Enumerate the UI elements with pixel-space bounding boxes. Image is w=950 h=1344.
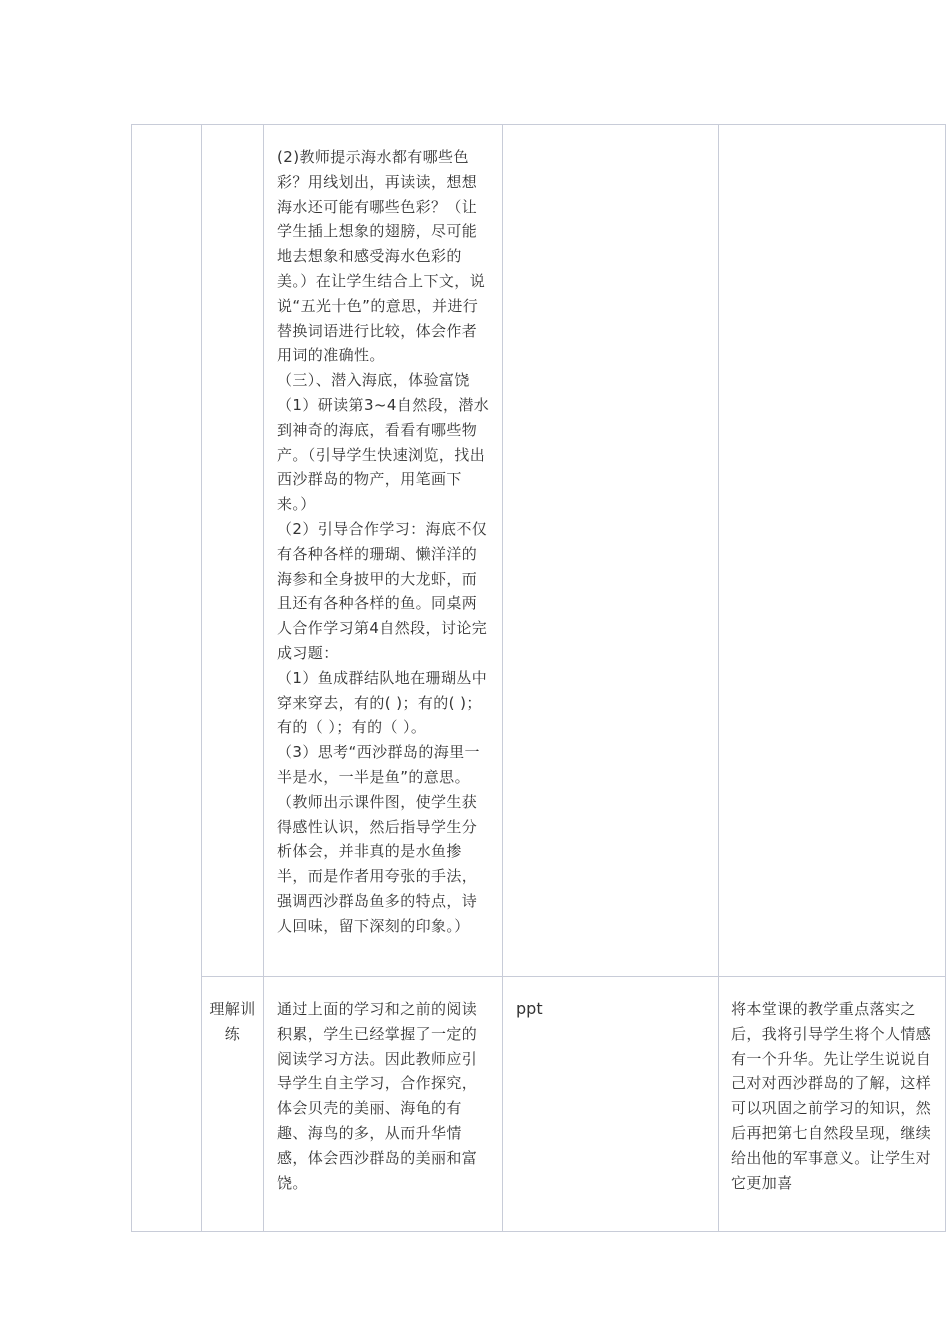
table-row bbox=[132, 977, 946, 1232]
lesson-plan-table bbox=[131, 124, 946, 1232]
content-paragraph: （3）思考“西沙群岛的海里一半是水，一半是鱼”的意思。（教师出示课件图，使学生获得感性认识，然后指导学生分析体会，并非真的是水鱼掺半，而是作者用夸张的手法，强调西沙群岛鱼多的特点，诗人回味，留下深刻的印象。） bbox=[277, 743, 480, 935]
content-cell bbox=[264, 125, 503, 977]
stage-cell bbox=[202, 977, 264, 1232]
content-cell bbox=[264, 977, 503, 1232]
intent-cell bbox=[719, 977, 946, 1232]
media-text: ppt bbox=[516, 999, 543, 1018]
stage-label: 理解训练 bbox=[209, 1000, 256, 1043]
media-cell bbox=[503, 125, 719, 977]
content-paragraph: （2）引导合作学习：海底不仅有各种各样的珊瑚、懒洋洋的海参和全身披甲的大龙虾，而且还有各种各样的鱼。同桌两人合作学习第4自然段，讨论完成习题： bbox=[277, 519, 488, 662]
content-paragraph: (2)教师提示海水都有哪些色彩？用线划出，再读读，想想海水还可能有哪些色彩？（让学生插上想象的翅膀，尽可能地去想象和感受海水色彩的美。）在让学生结合上下文，说说“五光十色”的意思，并进行替换词语进行比较，体会作者用词的准确性。 bbox=[277, 148, 486, 365]
content-text bbox=[277, 145, 492, 939]
content-paragraph: （1）研读第3~4自然段，潜水到神奇的海底，看看有哪些物产。（引导学生快速浏览，找出西沙群岛的物产，用笔画下来。） bbox=[277, 395, 490, 514]
content-paragraph: （1）鱼成群结队地在珊瑚丛中穿来穿去，有的( )；有的( )；有的（ ）；有的（ ）。 bbox=[277, 668, 488, 737]
media-cell bbox=[503, 977, 719, 1232]
table-row bbox=[132, 125, 946, 977]
intent-text: 将本堂课的教学重点落实之后，我将引导学生将个人情感有一个升华。先让学生说说自己对对西沙群岛的了解，这样可以巩固之前学习的知识，然后再把第七自然段呈现，继续给出他的军事意义。让学生对它更加喜 bbox=[731, 1000, 932, 1192]
section-cell bbox=[132, 125, 202, 1232]
content-paragraph: （三）、潜入海底，体验富饶 bbox=[277, 371, 470, 390]
stage-cell bbox=[202, 125, 264, 977]
content-text: 通过上面的学习和之前的阅读积累，学生已经掌握了一定的阅读学习方法。因此教师应引导学生自主学习，合作探究，体会贝壳的美丽、海龟的有趣、海鸟的多，从而升华情感，体会西沙群岛的美丽和富饶。 bbox=[277, 1000, 478, 1192]
intent-cell bbox=[719, 125, 946, 977]
